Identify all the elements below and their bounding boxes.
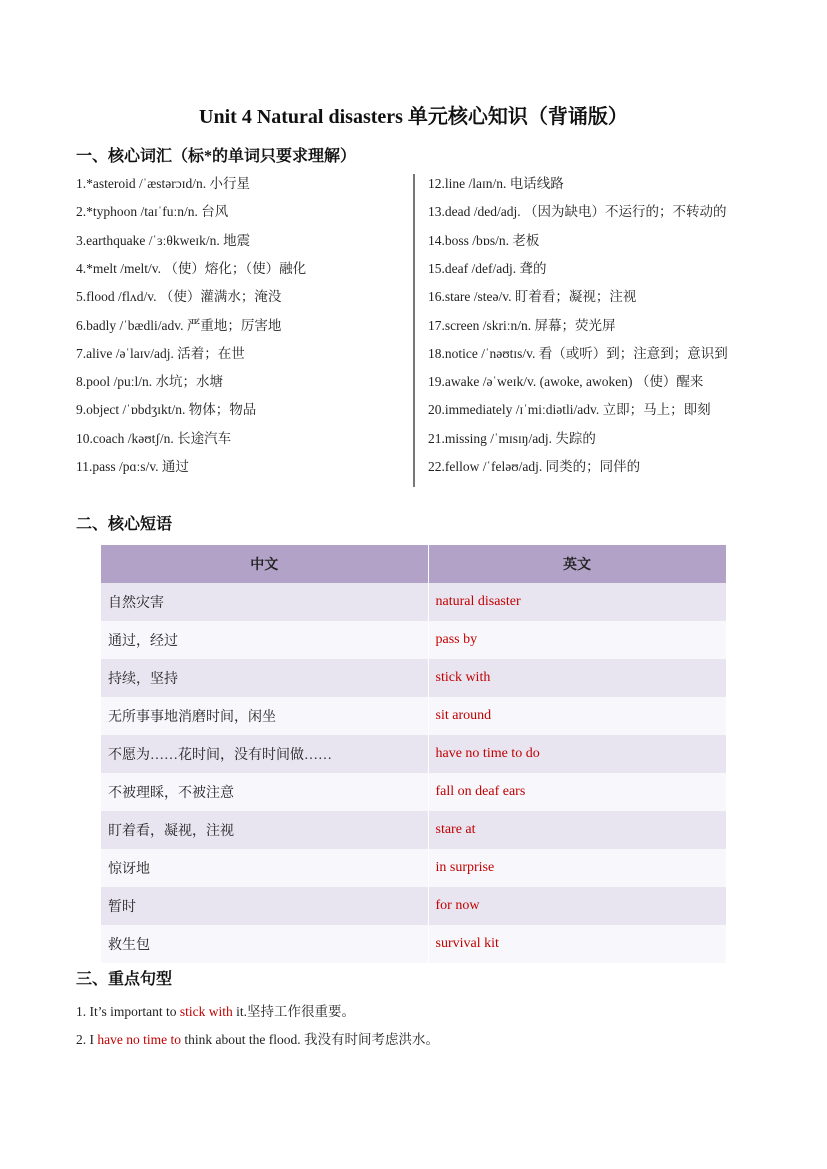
table-row <box>101 925 726 963</box>
vocab-item: 14.boss /bɒs/n. 老板 <box>428 232 540 248</box>
vocab-item: 21.missing /ˈmɪsɪŋ/adj. 失踪的 <box>428 430 596 446</box>
table-row <box>101 773 726 811</box>
column-header-chinese: 中文 <box>101 545 428 583</box>
vocab-item: 10.coach /kəʊtʃ/n. 长途汽车 <box>76 430 232 446</box>
column-divider <box>413 174 415 487</box>
sentence-2-post: think about the flood. 我没有时间考虑洪水。 <box>180 1032 439 1047</box>
phrase-english-cell: have no time to do <box>428 735 726 773</box>
vocab-item: 2.*typhoon /taɪˈfuːn/n. 台风 <box>76 204 229 220</box>
vocab-item: 19.awake /əˈweɪk/v. (awoke, awoken) （使）醒来 <box>428 374 704 390</box>
vocab-item: 9.object /ˈɒbdʒɪkt/n. 物体；物品 <box>76 402 257 418</box>
sentence-1 <box>76 1000 355 1020</box>
vocab-item: 6.badly /ˈbædli/adv. 严重地；厉害地 <box>76 317 282 333</box>
phrase-chinese-cell: 不被理睬，不被注意 <box>101 773 428 811</box>
phrase-english-cell: stick with <box>428 659 726 697</box>
phrase-english-cell: natural disaster <box>428 583 726 621</box>
phrase-english-cell: stare at <box>428 811 726 849</box>
vocab-item: 22.fellow /ˈfeləʊ/adj. 同类的；同伴的 <box>428 459 641 474</box>
vocab-item: 5.flood /flʌd/v. （使）灌满水；淹没 <box>76 289 282 305</box>
table-row <box>101 811 726 849</box>
table-row <box>101 887 726 925</box>
table-row <box>101 583 726 621</box>
phrase-chinese-cell: 无所事事地消磨时间，闲坐 <box>101 697 428 735</box>
sentence-1-post: it.坚持工作很重要。 <box>232 1004 356 1019</box>
vocab-item: 13.dead /ded/adj. （因为缺电）不运行的；不转动的 <box>428 204 727 220</box>
vocab-item: 3.earthquake /ˈɜːθkweɪk/n. 地震 <box>76 232 251 248</box>
section-heading-vocabulary: 一、核心词汇（标*的单词只要求理解） <box>76 148 357 165</box>
phrase-chinese-cell: 不愿为……花时间，没有时间做…… <box>101 735 428 773</box>
phrase-english-cell: survival kit <box>428 925 726 963</box>
phrases-table <box>101 545 727 963</box>
phrase-english-cell: in surprise <box>428 849 726 887</box>
phrase-chinese-cell: 盯着看，凝视，注视 <box>101 811 428 849</box>
phrase-chinese-cell: 通过，经过 <box>101 621 428 659</box>
vocab-item: 20.immediately /ɪˈmiːdiətli/adv. 立即；马上；即刻 <box>428 402 711 418</box>
phrase-chinese-cell: 持续，坚持 <box>101 659 428 697</box>
phrase-chinese-cell: 暂时 <box>101 887 428 925</box>
vocab-item: 11.pass /pɑːs/v. 通过 <box>76 459 189 474</box>
vocab-item: 17.screen /skriːn/n. 屏幕；荧光屏 <box>428 317 616 333</box>
sentence-1-pre: 1. It’s important to <box>76 1004 180 1019</box>
sentence-1-highlight: stick with <box>179 1004 233 1019</box>
vocab-item: 15.deaf /def/adj. 聋的 <box>428 260 547 276</box>
table-row <box>101 849 726 887</box>
sentence-2 <box>76 1028 439 1048</box>
vocab-item: 7.alive /əˈlaɪv/adj. 活着；在世 <box>76 345 245 361</box>
phrase-english-cell: for now <box>428 887 726 925</box>
table-row <box>101 621 726 659</box>
column-header-english: 英文 <box>428 545 726 583</box>
page-title: Unit 4 Natural disasters 单元核心知识（背诵版） <box>199 106 628 128</box>
table-row <box>101 659 726 697</box>
phrase-english-cell: fall on deaf ears <box>428 773 726 811</box>
phrase-chinese-cell: 救生包 <box>101 925 428 963</box>
vocab-item: 16.stare /steə/v. 盯着看；凝视；注视 <box>428 289 637 305</box>
vocab-item: 12.line /laɪn/n. 电话线路 <box>428 176 564 191</box>
section-heading-phrases: 二、核心短语 <box>76 516 173 533</box>
vocab-item: 4.*melt /melt/v. （使）熔化；（使）融化 <box>76 260 307 276</box>
phrase-chinese-cell: 自然灾害 <box>101 583 428 621</box>
phrase-chinese-cell: 惊讶地 <box>101 849 428 887</box>
phrase-english-cell: sit around <box>428 697 726 735</box>
phrase-english-cell: pass by <box>428 621 726 659</box>
table-row <box>101 697 726 735</box>
vocab-item: 8.pool /puːl/n. 水坑；水塘 <box>76 374 224 390</box>
sentence-2-highlight: have no time to <box>97 1032 181 1047</box>
sentence-2-pre: 2. I <box>76 1032 98 1047</box>
section-heading-sentences: 三、重点句型 <box>76 971 173 988</box>
table-row <box>101 735 726 773</box>
vocab-item: 1.*asteroid /ˈæstərɔɪd/n. 小行星 <box>76 176 250 191</box>
vocab-item: 18.notice /ˈnəʊtɪs/v. 看（或听）到；注意到；意识到 <box>428 345 728 361</box>
